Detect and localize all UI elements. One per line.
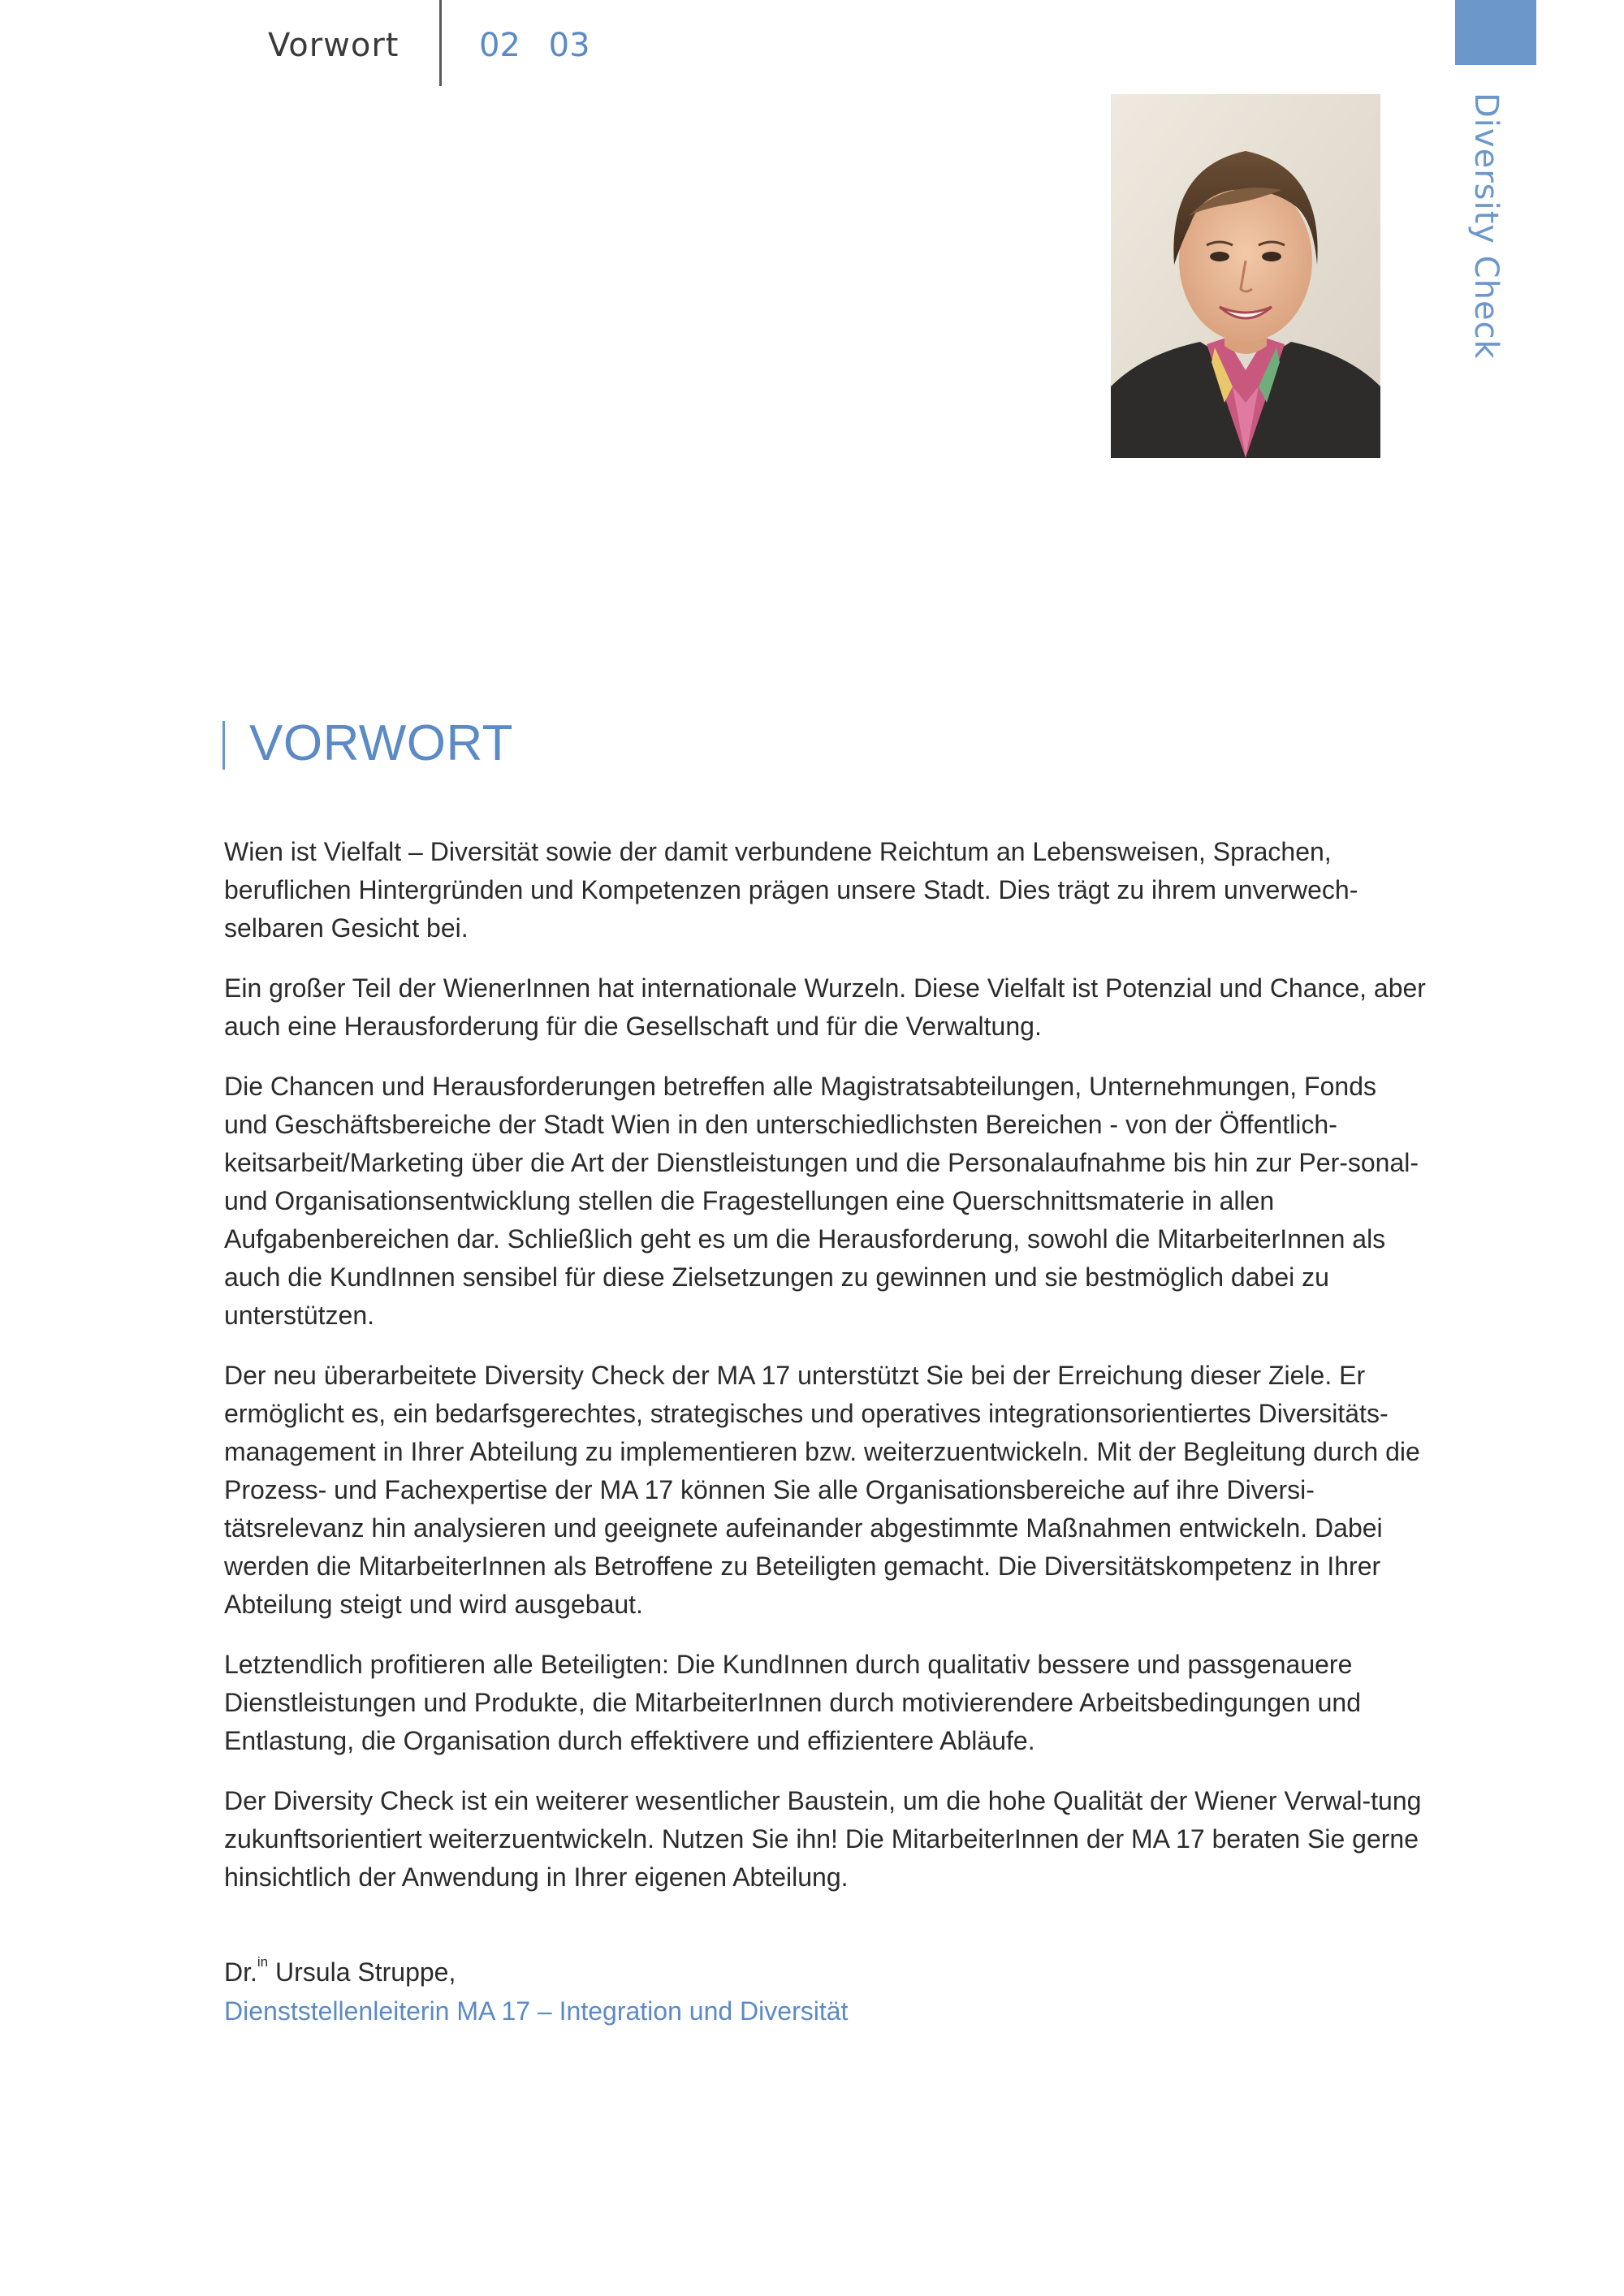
header-page-numbers: 02 03 (479, 27, 590, 64)
paragraph: Der neu überarbeitete Diversity Check der MA 17 unterstützt Sie bei der Erreichung dieser Ziele. Er ermöglicht es, ein bedarfsgerechtes, strategisches und operatives integrationsorientiertes Diversitäts-management in Ihrer Abteilung zu implementieren bzw. weiterzuentwickeln. Mit der Begleitung durch die Prozess- und Fachexpertise der MA 17 können Sie alle Organisationsbereiche auf ihre Diversi-tätsrelevanz hin analysieren und geeignete aufeinander abgestimmte Maßnahmen entwickeln. Dabei werden die MitarbeiterInnen als Betroffene zu Beteiligten gemacht. Die Diversitätskompetenz in Ihrer Abteilung steigt und wird ausgebaut. (224, 1361, 1420, 1619)
portrait-illustration (1111, 94, 1380, 458)
signature-title-suffix: in (257, 1954, 269, 1970)
signature-role: Dienststellenleiterin MA 17 – Integration und Diversität (224, 1996, 849, 2026)
portrait-photo (1111, 94, 1380, 458)
header-section-title: Vorwort (268, 27, 400, 64)
paragraph: Wien ist Vielfalt – Diversität sowie der damit verbundene Reichtum an Lebensweisen, Sprachen, beruflichen Hintergründen und Kompetenzen prägen unsere Stadt. Dies trägt zu ihrem unverwech-selbaren Gesicht bei. (224, 837, 1358, 943)
page-header (0, 23, 1624, 68)
paragraph: Letztendlich profitieren alle Beteiligten: Die KundInnen durch qualitativ bessere und passgenauere Dienstleistungen und Produkte, die MitarbeiterInnen durch motivierendere Arbeitsbedingungen und Entlastung, die Organisation durch effektivere und effizientere Abläufe. (224, 1650, 1362, 1755)
signature-title: Dr. (224, 1957, 257, 1987)
signature-name-line (224, 1953, 848, 1992)
header-divider (439, 0, 442, 86)
signature-block (224, 1953, 848, 2031)
side-label: Diversity Check (1467, 93, 1505, 360)
foreword-body (224, 833, 1426, 1918)
paragraph: Ein großer Teil der WienerInnen hat internationale Wurzeln. Diese Vielfalt ist Potenzial und Chance, aber auch eine Herausforderung für die Gesellschaft und für die Verwaltung. (224, 973, 1426, 1041)
signature-name: Ursula Struppe, (275, 1957, 456, 1987)
paragraph: Der Diversity Check ist ein weiterer wesentlicher Baustein, um die hohe Qualität der Wiener Verwal-tung zukunftsorientiert weiterzuentwickeln. Nutzen Sie ihn! Die MitarbeiterInnen der MA 17 beraten Sie gerne hinsichtlich der Anwendung in Ihrer eigenen Abteilung. (224, 1786, 1422, 1892)
heading-accent-bar (222, 721, 225, 770)
page-title: VORWORT (249, 715, 514, 771)
paragraph: Die Chancen und Herausforderungen betreffen alle Magistratsabteilungen, Unternehmungen, Fonds und Geschäftsbereiche der Stadt Wien in den unterschiedlichsten Bereichen - von der Öffentlich-keitsarbeit/Marketing über die Art der Dienstleistungen und die Personalaufnahme bis hin zur Per-sonal- und Organisationsentwicklung stellen die Fragestellungen eine Querschnittsmaterie in allen Aufgabenbereichen dar. Schließlich geht es um die Herausforderung, sowohl die MitarbeiterInnen als auch die KundInnen sensibel für diese Zielsetzungen zu gewinnen und sie bestmöglich dabei zu unterstützen. (224, 1072, 1419, 1330)
